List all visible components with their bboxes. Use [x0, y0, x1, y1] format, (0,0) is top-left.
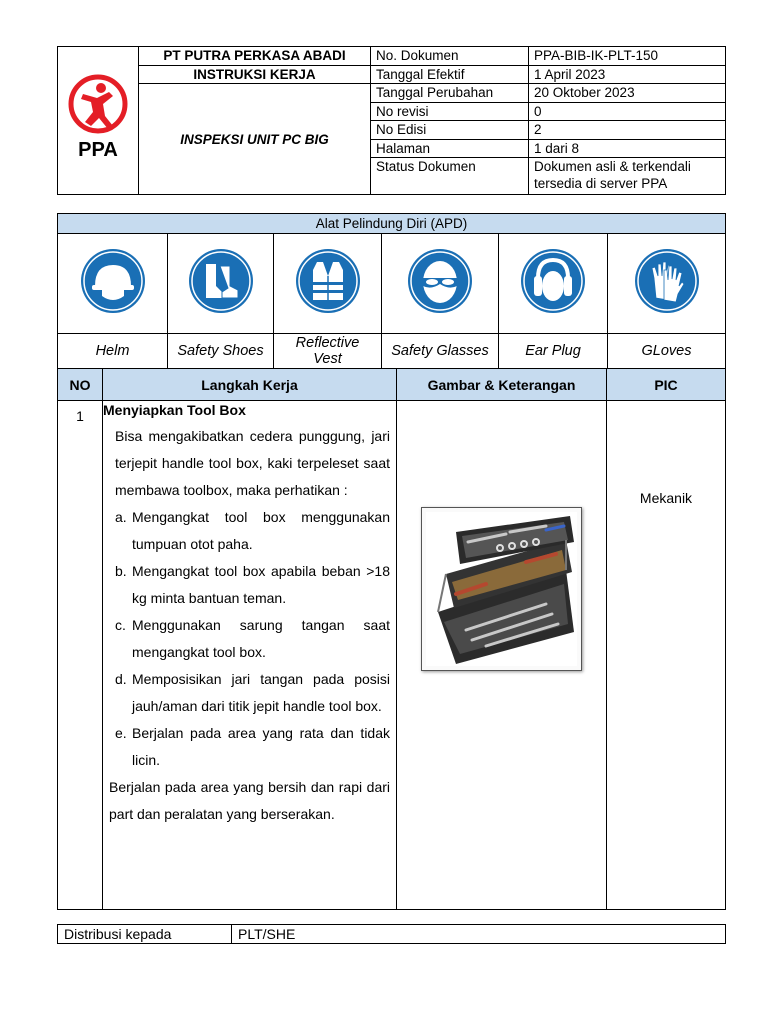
- apd-label: Safety Shoes: [168, 334, 274, 369]
- substep-text: Mengangkat tool box menggunakan tumpuan otot paha.: [132, 509, 390, 552]
- meta-label: No revisi: [371, 102, 529, 121]
- vest-icon: [295, 248, 361, 314]
- substep-text: Berjalan pada area yang rata dan tidak licin.: [132, 725, 390, 768]
- distribution-value: PLT/SHE: [232, 925, 726, 944]
- step-closing: Berjalan pada area yang bersih dan rapi dari part dan peralatan yang berserakan.: [109, 779, 390, 822]
- step-title: Menyiapkan Tool Box: [103, 402, 246, 418]
- apd-icon-cell: [499, 234, 608, 334]
- apd-icon-cell: [58, 234, 168, 334]
- document-header: [57, 46, 726, 195]
- logo-cell: [58, 47, 139, 195]
- ear-protection-icon: [520, 248, 586, 314]
- apd-icon-cell: [608, 234, 726, 334]
- substep-mark: e.: [115, 725, 127, 741]
- apd-icon-cell: [382, 234, 499, 334]
- meta-label: No Edisi: [371, 121, 529, 140]
- pic-cell: Mekanik: [607, 401, 726, 910]
- gloves-icon: [634, 248, 700, 314]
- distribution-table: [57, 924, 726, 944]
- apd-table: [57, 213, 726, 369]
- distribution-label: Distribusi kepada: [58, 925, 232, 944]
- substep-mark: d.: [115, 671, 127, 687]
- col-header-pic: PIC: [607, 369, 726, 401]
- meta-value: 1 dari 8: [529, 139, 726, 158]
- list-item: [115, 558, 390, 612]
- status-value: [529, 158, 726, 195]
- apd-title: Alat Pelindung Diri (APD): [58, 214, 726, 234]
- step-content: [103, 401, 397, 910]
- apd-label-line2: Vest: [313, 351, 342, 367]
- row-number: 1: [58, 401, 103, 910]
- meta-value: 2: [529, 121, 726, 140]
- substep-text: Menggunakan sarung tangan saat mengangkat tool box.: [132, 617, 390, 660]
- substep-list: [103, 504, 390, 774]
- apd-label-line1: Reflective: [295, 335, 360, 351]
- goggles-icon: [407, 248, 473, 314]
- col-header-no: NO: [58, 369, 103, 401]
- image-cell: [397, 401, 607, 910]
- status-value-line2: tersedia di server PPA: [534, 176, 668, 191]
- meta-value: PPA-BIB-IK-PLT-150: [529, 47, 726, 66]
- list-item: [115, 612, 390, 666]
- doc-type: INSTRUKSI KERJA: [139, 65, 371, 84]
- status-value-line1: Dokumen asli & terkendali: [534, 159, 691, 174]
- toolbox-photo: [421, 507, 582, 671]
- meta-value: 0: [529, 102, 726, 121]
- document-title: INSPEKSI UNIT PC BIG: [139, 84, 371, 195]
- substep-text: Mengangkat tool box apabila beban >18 kg minta bantuan teman.: [132, 563, 390, 606]
- apd-label: Ear Plug: [499, 334, 608, 369]
- apd-label: [274, 334, 382, 369]
- substep-mark: b.: [115, 563, 127, 579]
- list-item: [115, 720, 390, 774]
- apd-icon-cell: [274, 234, 382, 334]
- apd-label: Safety Glasses: [382, 334, 499, 369]
- meta-value: 1 April 2023: [529, 65, 726, 84]
- steps-table: [57, 368, 726, 910]
- ppa-logo-icon: [63, 74, 133, 164]
- helmet-icon: [80, 248, 146, 314]
- table-row: [58, 401, 726, 910]
- meta-label: Status Dokumen: [371, 158, 529, 195]
- substep-mark: c.: [115, 617, 126, 633]
- company-name: PT PUTRA PERKASA ABADI: [139, 47, 371, 66]
- step-intro: Bisa mengakibatkan cedera punggung, jari terjepit handle tool box, kaki terpeleset saat membawa toolbox, maka perhatikan :: [115, 428, 390, 498]
- apd-label: Helm: [58, 334, 168, 369]
- list-item: [115, 504, 390, 558]
- col-header-langkah: Langkah Kerja: [103, 369, 397, 401]
- apd-label: GLoves: [608, 334, 726, 369]
- substep-text: Memposisikan jari tangan pada posisi jauh/aman dari titik jepit handle tool box.: [132, 671, 390, 714]
- col-header-gambar: Gambar & Keterangan: [397, 369, 607, 401]
- meta-label: No. Dokumen: [371, 47, 529, 66]
- meta-label: Tanggal Perubahan: [371, 84, 529, 103]
- boot-icon: [188, 248, 254, 314]
- substep-mark: a.: [115, 509, 127, 525]
- meta-label: Tanggal Efektif: [371, 65, 529, 84]
- meta-label: Halaman: [371, 139, 529, 158]
- meta-value: 20 Oktober 2023: [529, 84, 726, 103]
- toolbox-icon: [426, 512, 577, 666]
- list-item: [115, 666, 390, 720]
- apd-icon-cell: [168, 234, 274, 334]
- logo-text: PPA: [78, 138, 118, 161]
